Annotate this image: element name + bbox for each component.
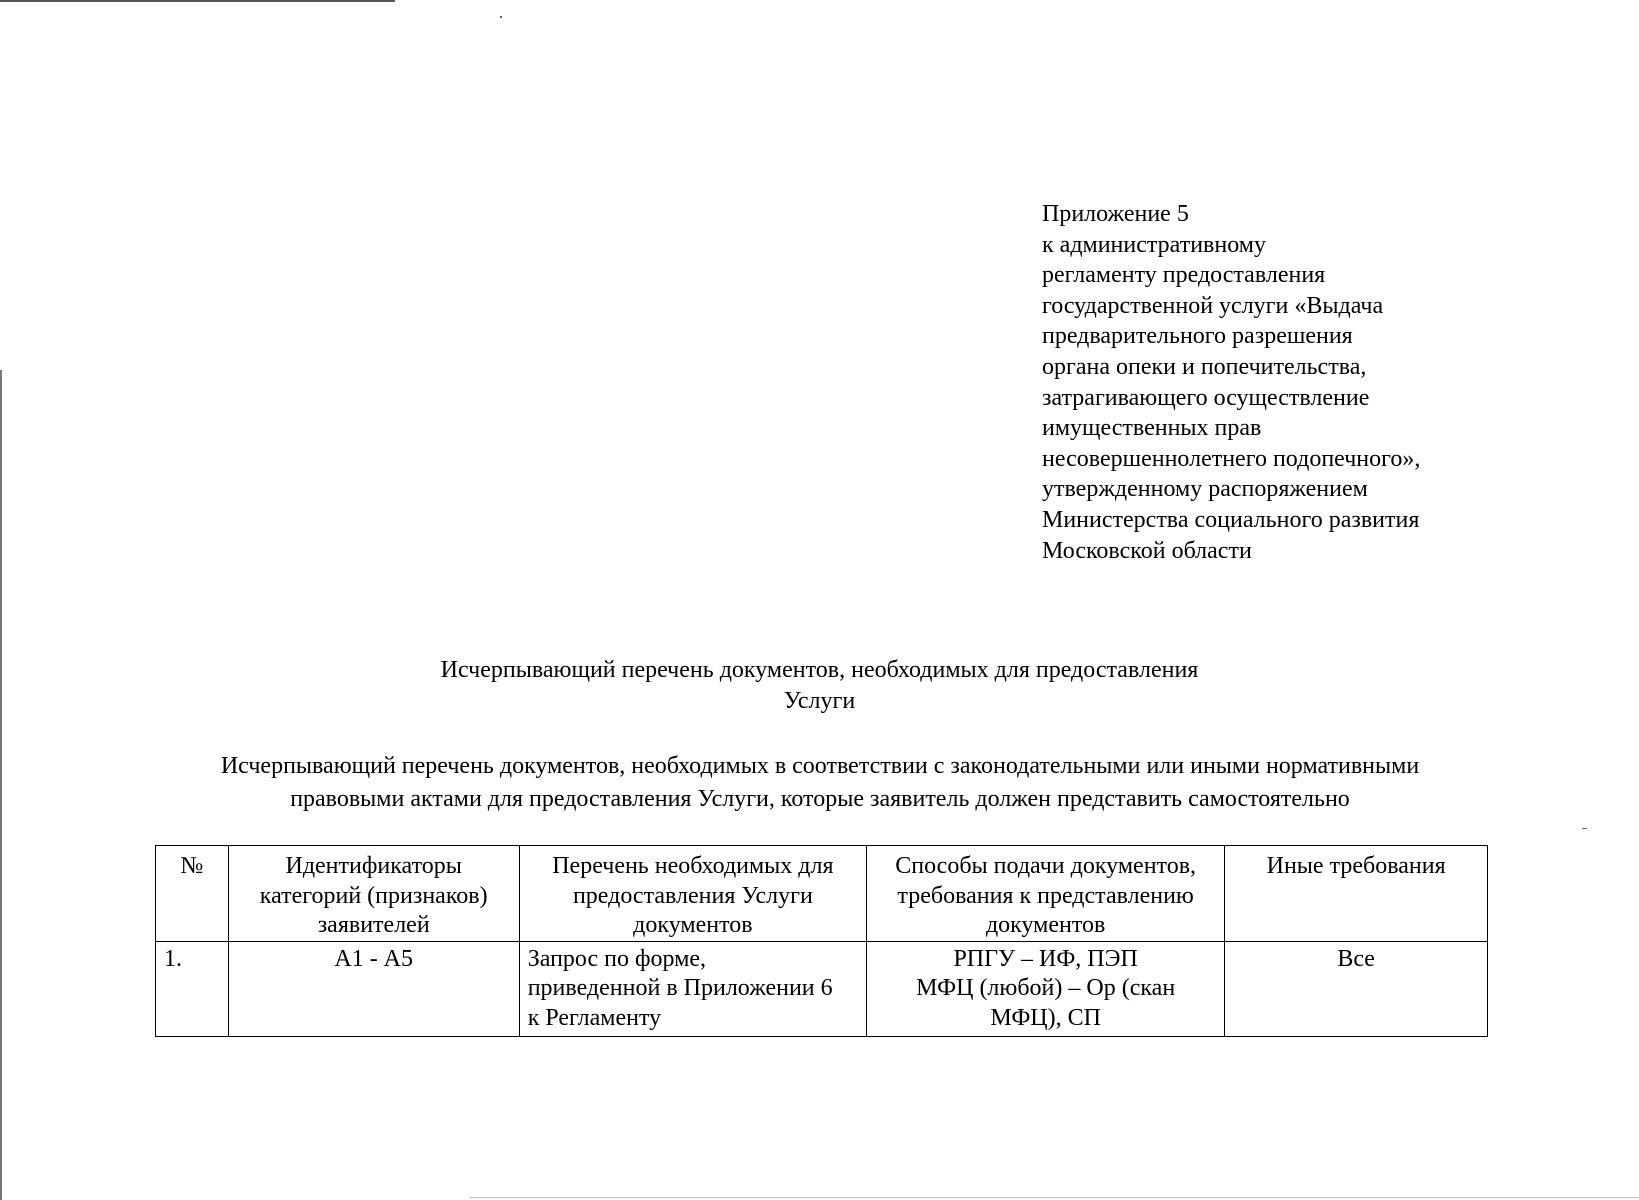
header-applicant-categories: Идентификаторы категорий (признаков) заявителей [228,846,519,942]
documents-table [155,845,1488,1037]
header-submission-methods: Способы подачи документов, требования к представлению документов [867,846,1225,942]
cell-number: 1. [156,941,229,1036]
header-number: № [156,846,229,942]
appendix-block [1042,199,1502,566]
appendix-line: органа опеки и попечительства, [1042,353,1367,380]
table-row [156,941,1488,1036]
appendix-line: регламенту предоставления [1042,262,1326,289]
scan-edge-left [0,370,2,1200]
cell-submission-methods: РПГУ – ИФ, ПЭП МФЦ (любой) – Ор (скан МФЦ), СП [867,941,1225,1036]
appendix-line: имущественных прав [1042,415,1262,442]
appendix-line: государственной услуги «Выдача [1042,292,1384,319]
appendix-line: предварительного разрешения [1042,323,1353,350]
scan-speck [1582,828,1587,829]
header-required-documents: Перечень необходимых для предоставления Услуги документов [519,846,866,942]
appendix-line: к административному [1042,231,1266,258]
appendix-line: утвержденному распоряжением [1042,476,1368,503]
appendix-line: Московской области [1042,537,1252,564]
scan-speck [500,16,502,18]
appendix-line: затрагивающего осуществление [1042,384,1370,411]
scan-edge-bottom [470,1197,1639,1198]
table-header-row [156,846,1488,942]
document-title: Исчерпывающий перечень документов, необходимых для предоставления Услуги [440,657,1199,714]
appendix-line: Приложение 5 [1042,201,1189,227]
cell-applicant-categories: А1 - А5 [228,941,519,1036]
header-other-requirements: Иные требования [1225,846,1488,942]
cell-required-documents: Запрос по форме, приведенной в Приложении 6 к Регламенту [519,941,866,1036]
appendix-line: Министерства социального развития [1042,506,1420,533]
scan-edge-top [0,0,395,2]
appendix-line: несовершеннолетнего подопечного», [1042,445,1421,472]
cell-other-requirements: Все [1225,941,1488,1036]
document-subtitle: Исчерпывающий перечень документов, необходимых в соответствии с законодательными или иными нормативными правовыми актами для предоставления Услуги, которые заявитель должен представить самостоятельно [220,753,1420,812]
